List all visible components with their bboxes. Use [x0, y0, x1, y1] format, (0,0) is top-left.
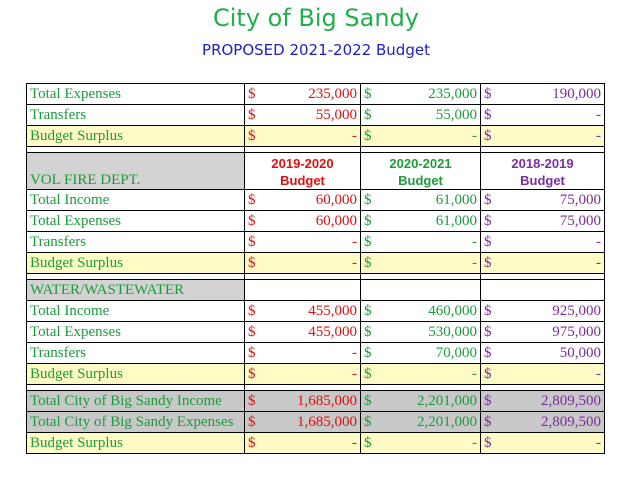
row-label: Transfers	[27, 105, 245, 126]
value-cell: 2,201,000	[381, 412, 481, 433]
value-cell: 55,000	[381, 105, 481, 126]
currency-sign: $	[245, 190, 265, 211]
value-cell: -	[381, 126, 481, 147]
currency-sign: $	[361, 126, 381, 147]
value-cell: 61,000	[381, 211, 481, 232]
currency-sign: $	[361, 322, 381, 343]
currency-sign: $	[481, 433, 501, 454]
currency-sign: $	[361, 301, 381, 322]
currency-sign: $	[481, 322, 501, 343]
currency-sign: $	[245, 364, 265, 385]
value-cell: -	[381, 253, 481, 274]
column-header-sub: Budget	[520, 173, 565, 188]
table-row	[27, 84, 605, 105]
table-row	[27, 322, 605, 343]
value-cell: -	[501, 433, 605, 454]
row-label: Total City of Big Sandy Expenses	[27, 412, 245, 433]
currency-sign: $	[245, 211, 265, 232]
surplus-row	[27, 126, 605, 147]
currency-sign: $	[481, 253, 501, 274]
row-label: Transfers	[27, 343, 245, 364]
currency-sign: $	[481, 232, 501, 253]
column-header-2018-2019	[481, 153, 605, 190]
currency-sign: $	[361, 412, 381, 433]
total-expenses-row	[27, 412, 605, 433]
table-row	[27, 232, 605, 253]
row-label: Transfers	[27, 232, 245, 253]
section-header-row	[27, 153, 605, 190]
currency-sign: $	[245, 126, 265, 147]
page-subtitle: PROPOSED 2021-2022 Budget	[202, 41, 430, 59]
currency-sign: $	[481, 105, 501, 126]
currency-sign: $	[245, 84, 265, 105]
row-label: Total Expenses	[27, 322, 245, 343]
currency-sign: $	[245, 105, 265, 126]
surplus-row	[27, 253, 605, 274]
value-cell: -	[381, 232, 481, 253]
currency-sign: $	[361, 253, 381, 274]
table-row	[27, 211, 605, 232]
currency-sign: $	[481, 391, 501, 412]
value-cell: 75,000	[501, 190, 605, 211]
row-label: Budget Surplus	[27, 253, 245, 274]
currency-sign: $	[361, 190, 381, 211]
table-row	[27, 343, 605, 364]
value-cell: 75,000	[501, 211, 605, 232]
row-label: Budget Surplus	[27, 433, 245, 454]
value-cell: 70,000	[381, 343, 481, 364]
currency-sign: $	[481, 412, 501, 433]
currency-sign: $	[245, 433, 265, 454]
value-cell: 2,201,000	[381, 391, 481, 412]
value-cell: -	[501, 126, 605, 147]
value-cell: 2,809,500	[501, 412, 605, 433]
currency-sign: $	[245, 343, 265, 364]
currency-sign: $	[481, 84, 501, 105]
section-title: WATER/WASTEWATER	[27, 280, 245, 301]
value-cell: 60,000	[265, 190, 361, 211]
value-cell: -	[265, 364, 361, 385]
currency-sign: $	[481, 211, 501, 232]
value-cell: -	[501, 105, 605, 126]
row-label: Budget Surplus	[27, 126, 245, 147]
section-title: VOL FIRE DEPT.	[27, 153, 245, 190]
currency-sign: $	[361, 84, 381, 105]
value-cell: 1,685,000	[265, 412, 361, 433]
value-cell: -	[501, 253, 605, 274]
currency-sign: $	[245, 253, 265, 274]
currency-sign: $	[245, 232, 265, 253]
currency-sign: $	[481, 301, 501, 322]
column-header-year: 2018-2019	[511, 156, 574, 171]
value-cell: 60,000	[265, 211, 361, 232]
currency-sign: $	[361, 364, 381, 385]
value-cell: 235,000	[265, 84, 361, 105]
value-cell: 455,000	[265, 301, 361, 322]
value-cell: -	[265, 232, 361, 253]
currency-sign: $	[481, 343, 501, 364]
value-cell: 455,000	[265, 322, 361, 343]
currency-sign: $	[361, 232, 381, 253]
value-cell: -	[501, 232, 605, 253]
row-label: Total Income	[27, 301, 245, 322]
value-cell: -	[381, 433, 481, 454]
currency-sign: $	[361, 211, 381, 232]
page-title: City of Big Sandy	[212, 4, 419, 32]
currency-sign: $	[481, 364, 501, 385]
currency-sign: $	[245, 391, 265, 412]
currency-sign: $	[245, 412, 265, 433]
currency-sign: $	[481, 126, 501, 147]
column-header-year: 2019-2020	[271, 156, 334, 171]
currency-sign: $	[361, 391, 381, 412]
value-cell: 235,000	[381, 84, 481, 105]
row-label: Budget Surplus	[27, 364, 245, 385]
row-label: Total Expenses	[27, 84, 245, 105]
table-row	[27, 190, 605, 211]
value-cell: -	[265, 343, 361, 364]
value-cell: 50,000	[501, 343, 605, 364]
currency-sign: $	[245, 322, 265, 343]
value-cell: 975,000	[501, 322, 605, 343]
row-label: Total Income	[27, 190, 245, 211]
column-header-sub: Budget	[398, 173, 443, 188]
budget-table	[26, 83, 605, 454]
row-label: Total Expenses	[27, 211, 245, 232]
total-income-row	[27, 391, 605, 412]
table-row	[27, 301, 605, 322]
value-cell: 2,809,500	[501, 391, 605, 412]
value-cell: -	[501, 364, 605, 385]
surplus-row	[27, 433, 605, 454]
column-header-2020-2021	[361, 153, 481, 190]
currency-sign: $	[361, 433, 381, 454]
value-cell: -	[265, 126, 361, 147]
value-cell: -	[265, 253, 361, 274]
value-cell: 190,000	[501, 84, 605, 105]
column-header-sub: Budget	[280, 173, 325, 188]
value-cell: -	[265, 433, 361, 454]
value-cell: 61,000	[381, 190, 481, 211]
currency-sign: $	[481, 190, 501, 211]
column-header-2019-2020	[245, 153, 361, 190]
value-cell: 530,000	[381, 322, 481, 343]
currency-sign: $	[245, 301, 265, 322]
currency-sign: $	[361, 343, 381, 364]
section-header-row	[27, 280, 605, 301]
value-cell: -	[381, 364, 481, 385]
surplus-row	[27, 364, 605, 385]
value-cell: 55,000	[265, 105, 361, 126]
value-cell: 925,000	[501, 301, 605, 322]
row-label: Total City of Big Sandy Income	[27, 391, 245, 412]
currency-sign: $	[361, 105, 381, 126]
value-cell: 1,685,000	[265, 391, 361, 412]
table-row	[27, 105, 605, 126]
value-cell: 460,000	[381, 301, 481, 322]
column-header-year: 2020-2021	[389, 156, 452, 171]
